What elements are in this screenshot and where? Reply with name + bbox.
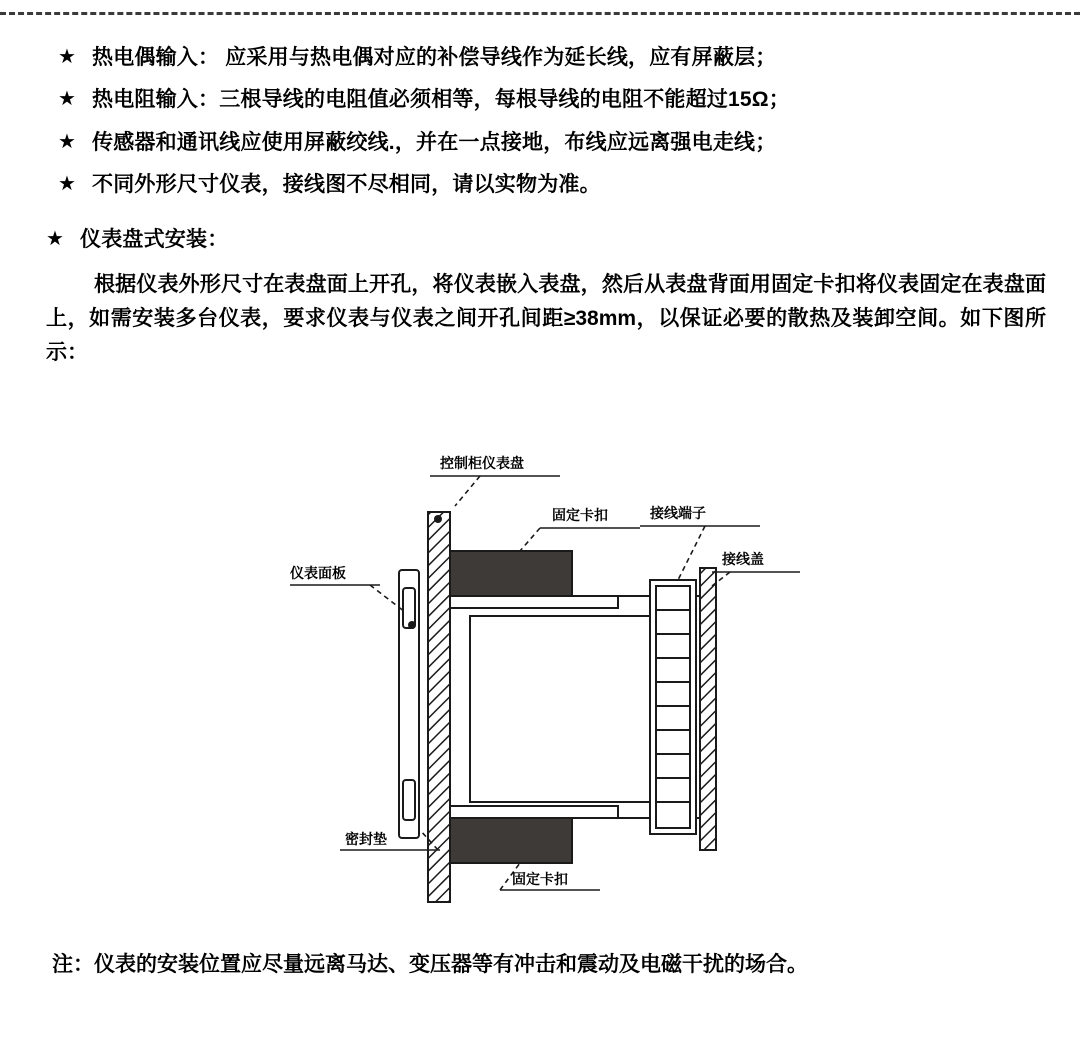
label-terminal-block: 接线端子 bbox=[650, 505, 706, 521]
section-heading-row bbox=[46, 226, 1056, 268]
label-control-panel: 控制柜仪表盘 bbox=[440, 455, 524, 471]
wiring-cover bbox=[700, 568, 716, 850]
top-dashed-rule bbox=[0, 12, 1080, 15]
fixing-clip-bottom-rail bbox=[450, 806, 618, 818]
star-icon: ★ bbox=[46, 228, 65, 250]
label-fixing-clip-bottom: 固定卡扣 bbox=[512, 871, 568, 887]
label-gasket: 密封垫 bbox=[345, 831, 387, 847]
instrument-body-inner bbox=[470, 616, 650, 802]
figure-note: 注：仪表的安装位置应尽量远离马达、变压器等有冲击和震动及电磁干扰的场合。 bbox=[52, 953, 808, 976]
bullet-list bbox=[58, 44, 1058, 213]
list-item bbox=[58, 44, 1058, 72]
terminal-screws bbox=[656, 586, 690, 828]
star-icon: ★ bbox=[58, 130, 77, 153]
faceplate-tab-bottom bbox=[403, 780, 415, 820]
label-wiring-cover: 接线盖 bbox=[722, 551, 764, 567]
list-item bbox=[58, 171, 1058, 199]
label-instrument-panel: 仪表面板 bbox=[290, 565, 346, 581]
section-heading bbox=[46, 226, 1056, 254]
list-item bbox=[58, 86, 1058, 114]
fixing-clip-top bbox=[450, 551, 572, 596]
star-icon: ★ bbox=[58, 46, 77, 68]
list-item-label: 热电偶输入： 应采用与热电偶对应的补偿导线作为延长线，应有屏蔽层； bbox=[92, 46, 777, 69]
star-icon: ★ bbox=[58, 88, 77, 111]
section-paragraph: 根据仪表外形尺寸在表盘面上开孔，将仪表嵌入表盘，然后从表盘背面用固定卡扣将仪表固定在表盘面上，如需安装多台仪表，要求仪表与仪表之间开孔间距≥38mm，以保证必要的散热及装卸空间。如下图所示： bbox=[46, 273, 1046, 365]
fixing-clip-top-rail bbox=[450, 596, 618, 608]
label-fixing-clip-top: 固定卡扣 bbox=[552, 507, 608, 523]
fixing-clip-bottom bbox=[450, 818, 572, 863]
list-item-label: 不同外形尺寸仪表，接线图不尽相同，请以实物为准。 bbox=[92, 173, 601, 197]
list-item-label: 传感器和通讯线应使用屏蔽绞线.，并在一点接地，布线应远离强电走线； bbox=[92, 130, 777, 154]
section-heading-label: 仪表盘式安装： bbox=[80, 228, 229, 251]
star-icon: ★ bbox=[58, 173, 77, 196]
list-item bbox=[58, 129, 1058, 157]
list-item-label: 热电阻输入：三根导线的电阻值必须相等，每根导线的电阻不能超过15Ω； bbox=[92, 88, 790, 112]
installation-diagram bbox=[0, 420, 1080, 940]
